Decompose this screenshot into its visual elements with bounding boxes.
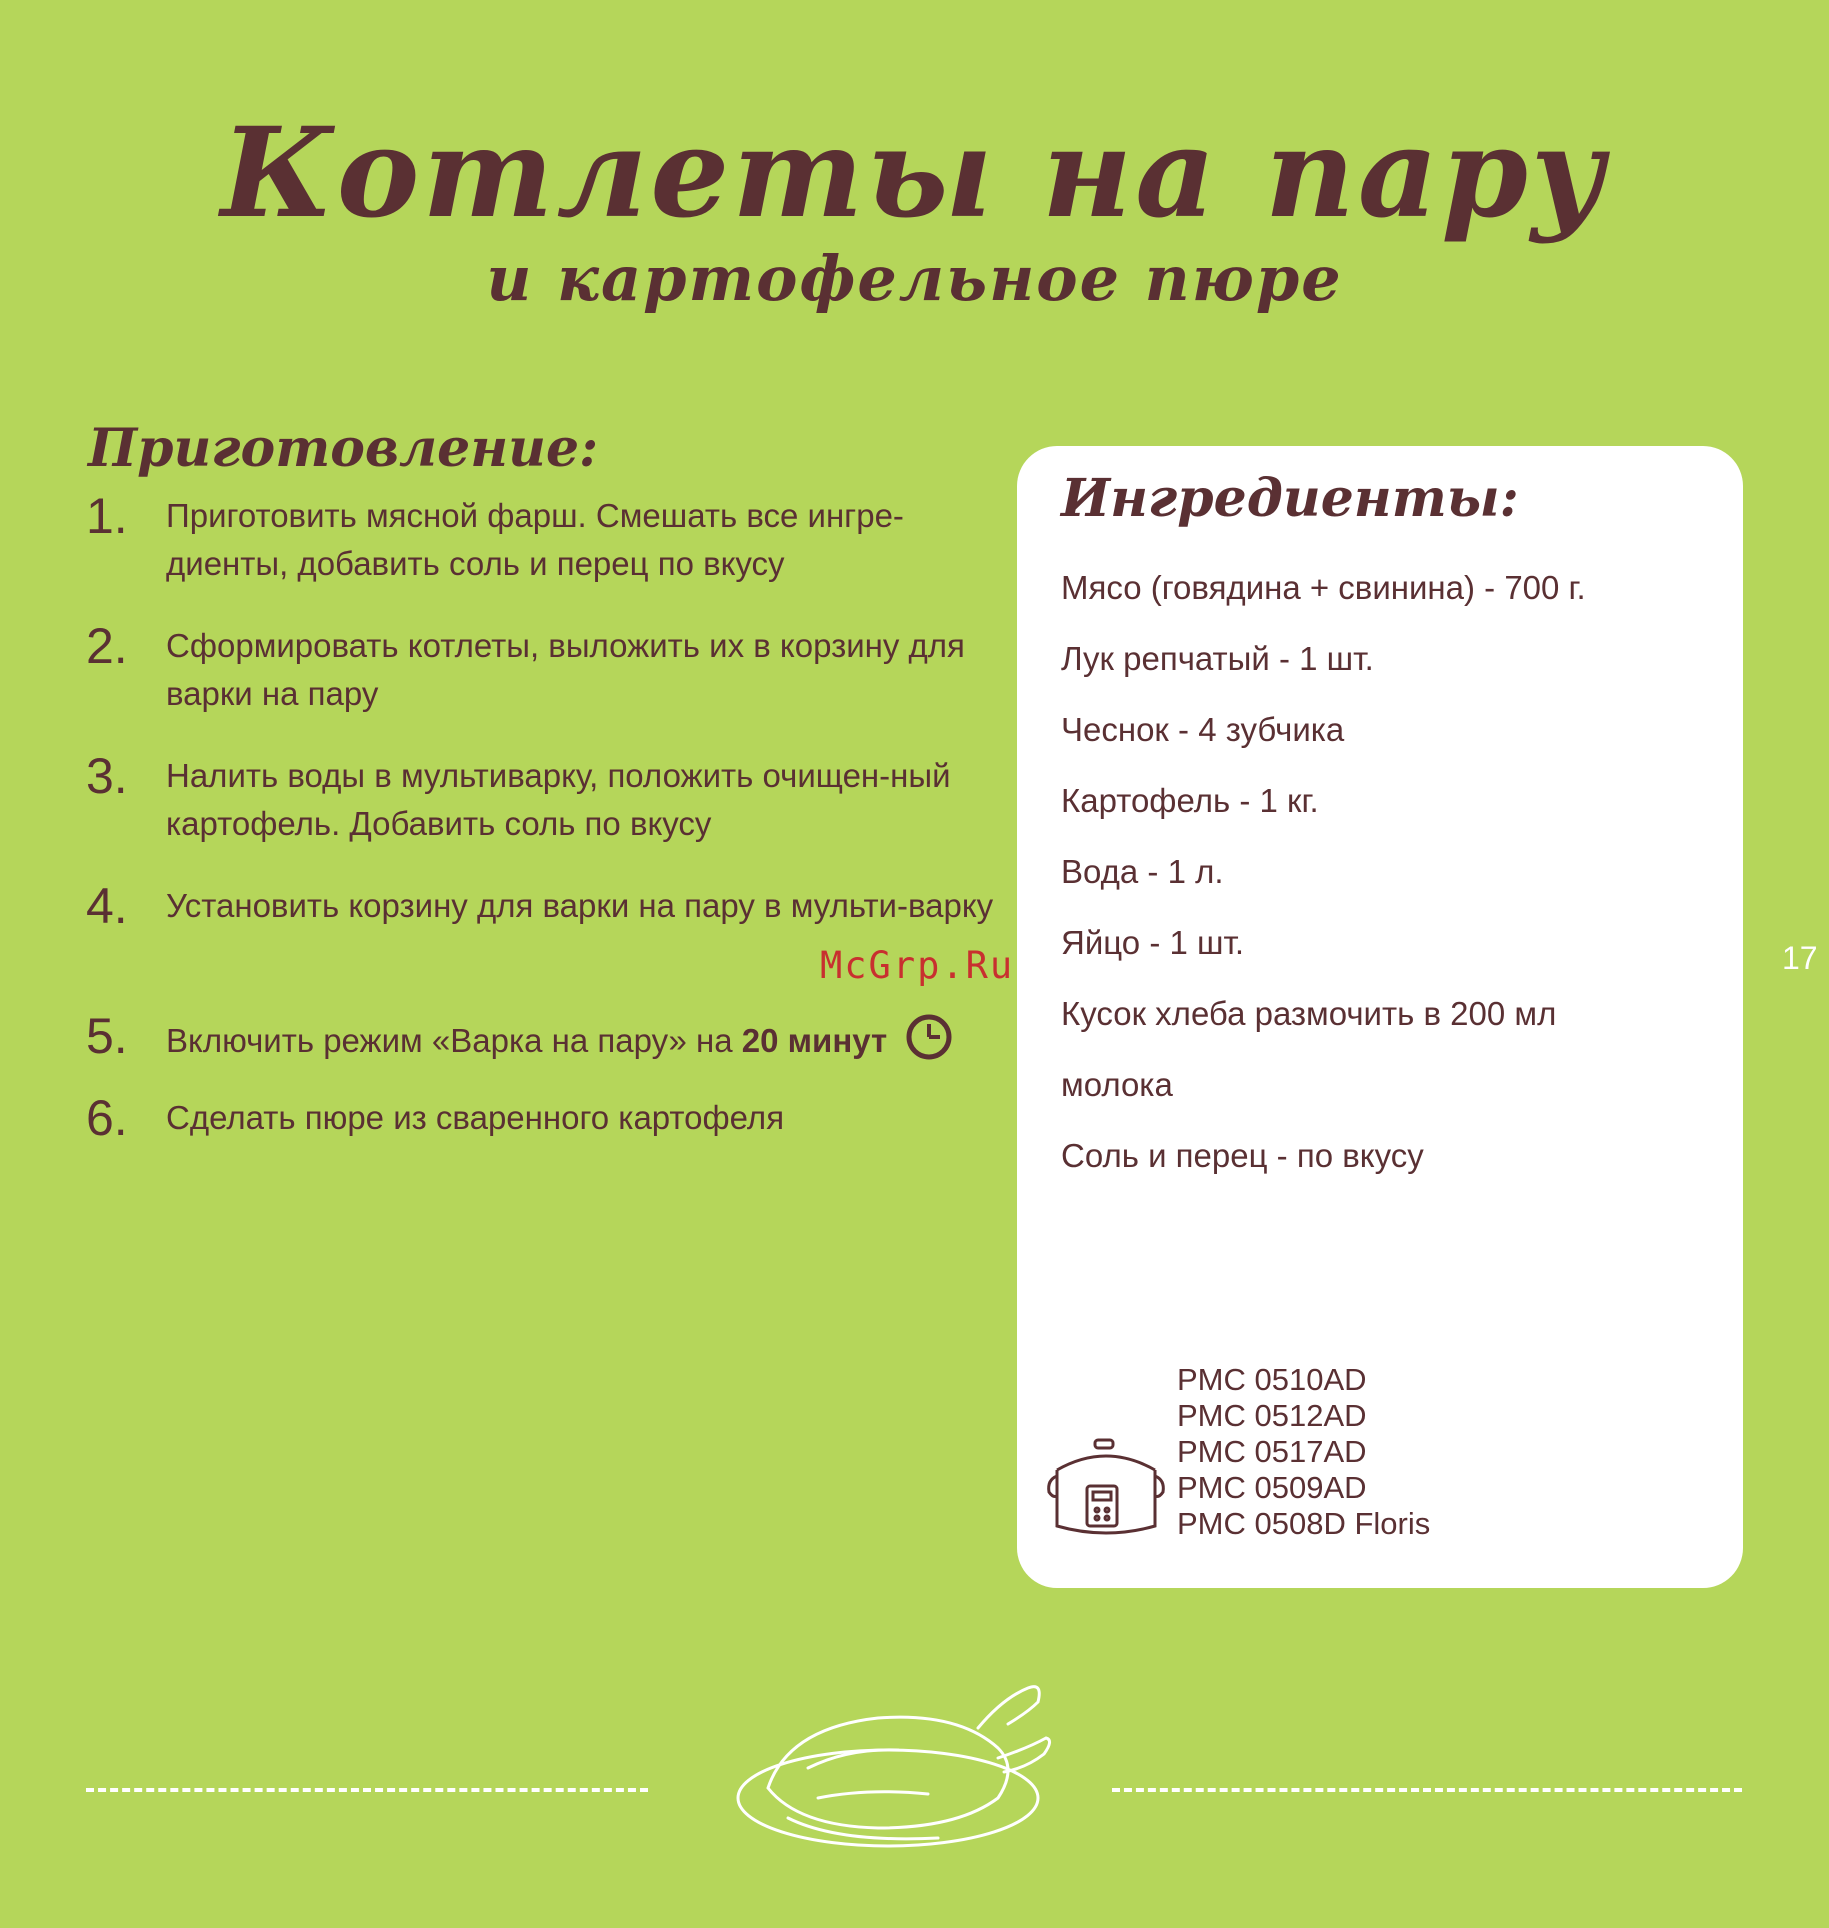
step-number: 4.	[86, 878, 128, 934]
step-3	[86, 748, 1016, 882]
recipe-title: Котлеты на пару	[220, 101, 1609, 246]
ingredient-item: молока	[1061, 1066, 1173, 1103]
ingredients-card	[1017, 446, 1743, 1588]
model-item: PMC 0512AD	[1177, 1398, 1367, 1433]
step-text: Установить корзину для варки на пару в мульти-варку	[166, 887, 994, 924]
ingredients-list	[1061, 552, 1721, 1191]
model-item: PMC 0517AD	[1177, 1434, 1367, 1469]
model-list	[1177, 1362, 1430, 1542]
chicken-illustration-icon	[728, 1668, 1058, 1863]
ingredient-item: Картофель - 1 кг.	[1061, 782, 1319, 819]
step-text: Налить воды в мультиварку, положить очищен-ный картофель. Добавить соль по вкусу	[166, 757, 951, 842]
step-text: Включить режим «Варка на пару» на	[166, 1022, 733, 1060]
ingredient-item: Соль и перец - по вкусу	[1061, 1137, 1424, 1174]
preparation-heading: Приготовление:	[88, 418, 599, 479]
step-text: Приготовить мясной фарш. Смешать все ингре-диенты, добавить соль и перец по вкусу	[166, 497, 904, 582]
step-6	[86, 1090, 1016, 1154]
recipe-subtitle: и картофельное пюре	[486, 242, 1343, 315]
right-divider	[1112, 1788, 1742, 1792]
model-item: PMC 0509AD	[1177, 1470, 1367, 1505]
multicooker-icon	[1043, 1436, 1169, 1551]
step-text: Сделать пюре из сваренного картофеля	[166, 1099, 785, 1136]
step-duration: 20 минут	[741, 1022, 888, 1060]
model-item: PMC 0508D Floris	[1177, 1506, 1431, 1541]
model-item: PMC 0510AD	[1177, 1362, 1367, 1397]
step-number: 3.	[86, 748, 128, 804]
step-5	[86, 1008, 1016, 1094]
step-text: Сформировать котлеты, выложить их в корзину для варки на пару	[166, 627, 965, 712]
watermark: McGrp.Ru	[820, 944, 1015, 987]
page-number: 17	[1782, 940, 1818, 976]
ingredient-item: Чеснок - 4 зубчика	[1061, 711, 1345, 748]
step-number: 2.	[86, 618, 128, 674]
ingredient-item: Лук репчатый - 1 шт.	[1061, 640, 1374, 677]
step-1	[86, 488, 1016, 622]
step-2	[86, 618, 1016, 752]
preparation-steps	[86, 488, 1016, 1154]
left-divider	[86, 1788, 648, 1792]
ingredient-item: Кусок хлеба размочить в 200 мл	[1061, 995, 1557, 1032]
step-number: 1.	[86, 488, 128, 544]
ingredient-item: Яйцо - 1 шт.	[1061, 924, 1245, 961]
clock-icon	[904, 1012, 954, 1075]
ingredients-heading: Ингредиенты:	[1061, 468, 1519, 529]
ingredient-item: Вода - 1 л.	[1061, 853, 1224, 890]
step-number: 6.	[86, 1090, 128, 1146]
ingredient-item: Мясо (говядина + свинина) - 700 г.	[1061, 569, 1586, 606]
step-number: 5.	[86, 1008, 128, 1064]
